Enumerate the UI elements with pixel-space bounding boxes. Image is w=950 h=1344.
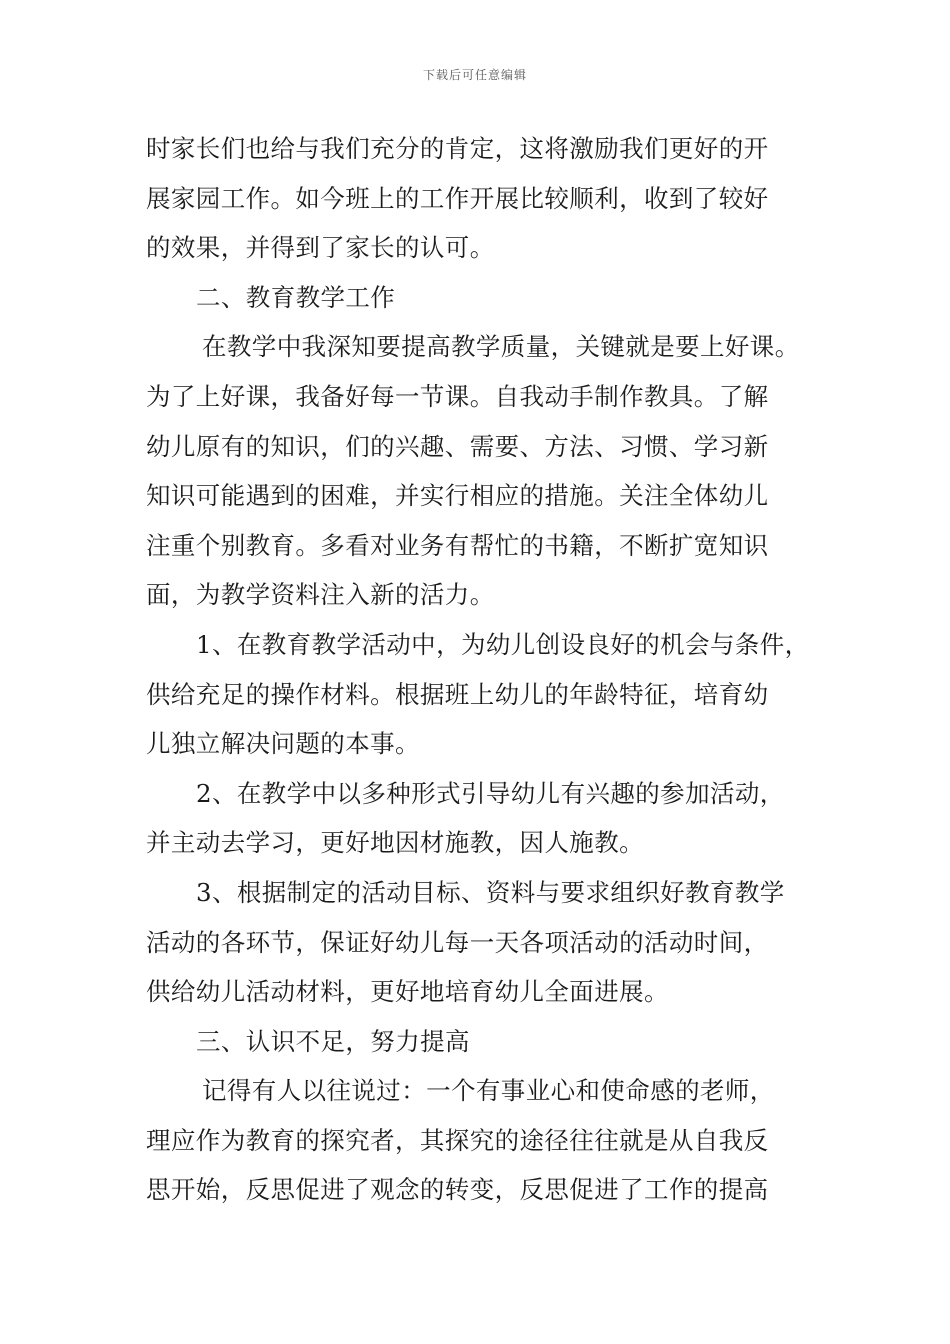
document-body [146, 124, 816, 1215]
text-line: 面，为教学资料注入新的活力。 [146, 580, 495, 610]
text-line: 为了上好课，我备好每一节课。自我动手制作教具。了解 [146, 381, 769, 411]
header-note: 下载后可任意编辑 [422, 68, 527, 82]
paragraph-start: 在教学中我深知要提高教学质量，关键就是要上好课。 [202, 332, 800, 362]
text-line: 注重个别教育。多看对业务有帮忙的书籍，不断扩宽知识 [146, 530, 769, 560]
list-item-start: 2、在教学中以多种形式引导幼儿有兴趣的参加活动， [196, 778, 785, 808]
text-line: 时家长们也给与我们充分的肯定，这将激励我们更好的开 [146, 134, 769, 163]
text-line: 儿独立解决问题的本事。 [146, 729, 420, 759]
list-item-start: 3、根据制定的活动目标、资料与要求组织好教育教学 [196, 877, 785, 907]
text-line: 幼儿原有的知识，们的兴趣、需要、方法、习惯、学习新 [146, 431, 769, 461]
text-line: 供给幼儿活动材料，更好地培育幼儿全面进展。 [146, 977, 669, 1007]
text-line: 活动的各环节，保证好幼儿每一天各项活动的活动时间， [146, 927, 769, 957]
list-item-start: 1、在教育教学活动中，为幼儿创设良好的机会与条件， [196, 629, 810, 659]
text-line: 思开始，反思促进了观念的转变，反思促进了工作的提高 [146, 1175, 769, 1205]
text-line: 的效果，并得到了家长的认可。 [146, 233, 495, 263]
text-line: 理应作为教育的探究者，其探究的途径往往就是从自我反 [146, 1125, 769, 1155]
section-heading: 二、教育教学工作 [196, 282, 396, 312]
text-line: 供给充足的操作材料。根据班上幼儿的年龄特征，培育幼 [146, 679, 769, 709]
paragraph-start: 记得有人以往说过：一个有事业心和使命感的老师， [202, 1076, 775, 1106]
text-line: 并主动去学习，更好地因材施教，因人施教。 [146, 828, 644, 858]
text-line: 知识可能遇到的困难，并实行相应的措施。关注全体幼儿 [146, 481, 769, 511]
text-line: 展家园工作。如今班上的工作开展比较顺利，收到了较好 [146, 183, 769, 213]
section-heading: 三、认识不足，努力提高 [196, 1026, 470, 1056]
